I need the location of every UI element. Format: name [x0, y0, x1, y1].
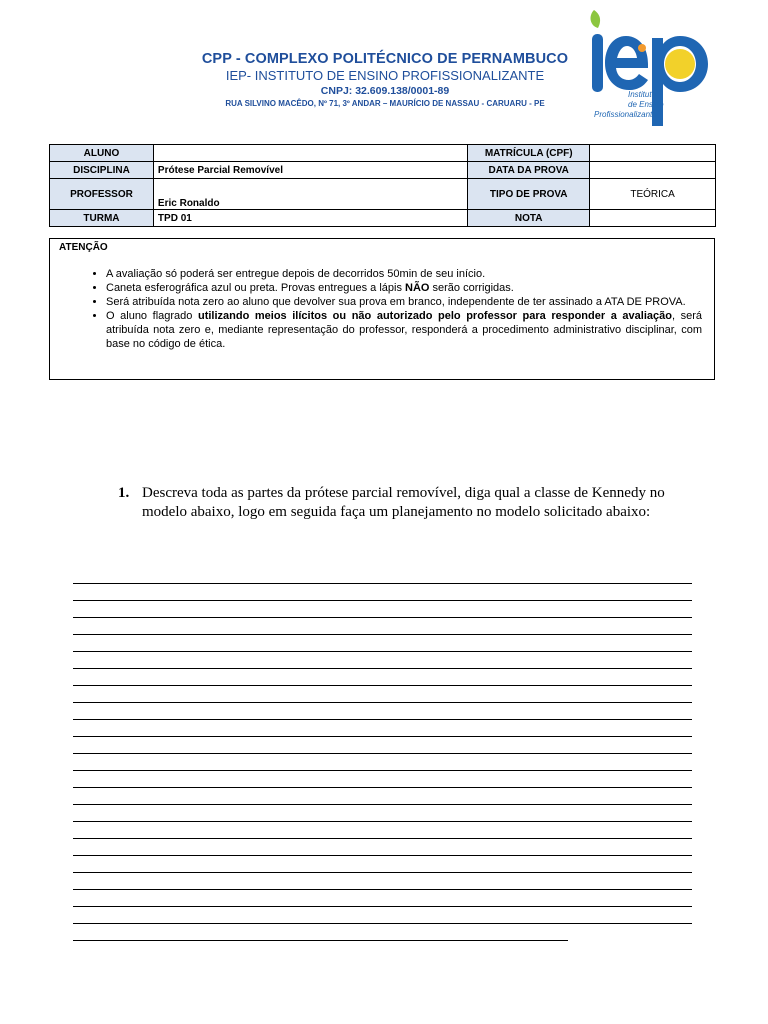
table-row	[50, 210, 716, 227]
answer-line[interactable]	[73, 889, 692, 890]
attention-item-4c: , será atribuída nota zero e, mediante representação do professor, responderá a procedimento administrativo disciplinar, com base no código de ética.	[106, 310, 703, 350]
student-info-table	[49, 144, 716, 227]
table-row	[50, 145, 716, 162]
answer-line[interactable]	[73, 736, 692, 737]
list-item	[106, 267, 702, 281]
list-item	[106, 295, 702, 309]
attention-list	[106, 267, 702, 351]
turma-label: TURMA	[50, 210, 154, 227]
logo-dot-orange	[638, 44, 646, 52]
professor-label: PROFESSOR	[50, 179, 154, 210]
professor-value: Eric Ronaldo	[153, 179, 467, 210]
list-item	[106, 309, 702, 351]
attention-box	[49, 238, 715, 380]
attention-item-4-emphasis: utilizando meios ilícitos ou não autorizado pelo professor para responder a avaliação	[197, 310, 672, 322]
institution-cnpj: CNPJ: 32.609.138/0001-89	[320, 85, 450, 97]
answer-line[interactable]	[73, 872, 692, 873]
tipo-prova-label: TIPO DE PROVA	[468, 179, 590, 210]
answer-line[interactable]	[73, 702, 692, 703]
answer-line[interactable]	[73, 617, 692, 618]
answer-line[interactable]	[73, 600, 692, 601]
data-prova-label: DATA DA PROVA	[468, 162, 590, 179]
iep-logo	[586, 6, 722, 130]
nota-field[interactable]	[590, 210, 716, 227]
matricula-field[interactable]	[590, 145, 716, 162]
disciplina-value: Prótese Parcial Removível	[153, 162, 467, 179]
answer-line[interactable]	[73, 583, 692, 584]
logo-caption-line-1: Instituto	[628, 90, 657, 99]
question-number: 1.	[118, 485, 130, 501]
institution-title: CPP - COMPLEXO POLITÉCNICO DE PERNAMBUCO	[201, 51, 569, 67]
logo-caption-line-3: Profissionalizante	[594, 110, 657, 119]
logo-caption-line-2: de Ensino	[628, 100, 664, 109]
question-text: Descreva toda as partes da prótese parcial removível, diga qual a classe de Kennedy no modelo abaixo, logo em seguida faça um planejamento no modelo solicitado abaixo:	[142, 485, 665, 520]
answer-line[interactable]	[73, 770, 692, 771]
answer-line[interactable]	[73, 855, 692, 856]
attention-item-1: A avaliação só poderá ser entregue depois de decorridos 50min de seu início.	[106, 268, 486, 280]
disciplina-label: DISCIPLINA	[50, 162, 154, 179]
turma-value: TPD 01	[153, 210, 467, 227]
answer-line[interactable]	[73, 787, 692, 788]
logo-dot-yellow	[665, 49, 695, 79]
logo-letter-i	[592, 34, 603, 92]
institution-address: RUA SILVINO MACÊDO, Nº 71, 3º ANDAR – MAURÍCIO DE NASSAU - CARUARU - PE	[225, 99, 545, 108]
answer-line[interactable]	[73, 719, 692, 720]
answer-line[interactable]	[73, 685, 692, 686]
answer-line[interactable]	[73, 651, 692, 652]
matricula-label: MATRÍCULA (CPF)	[468, 145, 590, 162]
table-row	[50, 179, 716, 210]
answer-line[interactable]	[73, 923, 692, 924]
answer-line[interactable]	[73, 668, 692, 669]
answer-line[interactable]	[73, 906, 692, 907]
list-item	[106, 281, 702, 295]
data-prova-field[interactable]	[590, 162, 716, 179]
table-row	[50, 162, 716, 179]
attention-title: ATENÇÃO	[59, 242, 108, 253]
question-1	[118, 484, 698, 522]
attention-item-2c: serão corrigidas.	[429, 282, 514, 294]
institution-header	[150, 50, 620, 110]
aluno-field[interactable]	[153, 145, 467, 162]
answer-line[interactable]	[73, 804, 692, 805]
aluno-label: ALUNO	[50, 145, 154, 162]
nota-label: NOTA	[468, 210, 590, 227]
answer-line[interactable]	[73, 940, 568, 941]
attention-item-4a: O aluno flagrado	[106, 310, 198, 322]
attention-item-2-emphasis: NÃO	[405, 282, 430, 294]
attention-item-2a: Caneta esferográfica azul ou preta. Provas entregues a lápis	[106, 282, 406, 294]
logo-leaf-green	[591, 10, 601, 28]
answer-line[interactable]	[73, 838, 692, 839]
attention-item-3: Será atribuída nota zero ao aluno que devolver sua prova em branco, independente de ter assinado a ATA DE PROVA.	[106, 296, 686, 308]
institution-subtitle: IEP- INSTITUTO DE ENSINO PROFISSIONALIZANTE	[225, 68, 545, 83]
answer-line[interactable]	[73, 634, 692, 635]
answer-line[interactable]	[73, 753, 692, 754]
answer-line[interactable]	[73, 821, 692, 822]
tipo-prova-value: TEÓRICA	[590, 179, 716, 210]
